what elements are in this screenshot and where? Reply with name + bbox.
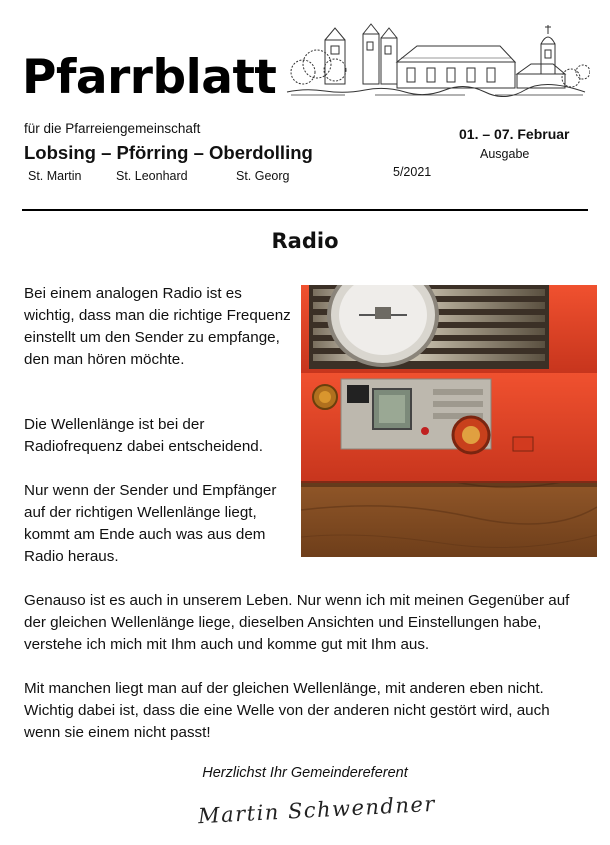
retro-radio-photo <box>301 285 597 557</box>
article-paragraph: Bei einem analogen Radio ist es wichtig, dass man die richtige Frequenz einstellt um den Sender zu empfange, den man hören möchte. <box>24 285 291 368</box>
header-divider <box>22 209 588 211</box>
masthead-subtitle: für die Pfarreiengemeinschaft <box>24 121 201 136</box>
saint-pfoerring: St. Leonhard <box>116 169 188 183</box>
saint-oberdolling: St. Georg <box>236 169 290 183</box>
article-paragraph: Nur wenn der Sender und Empfänger auf der richtigen Wellenlänge liegt, kommt am Ende auch was aus dem Radio heraus. <box>24 482 277 565</box>
issue-number: 5/2021 <box>393 165 432 179</box>
issue-dates: 01. – 07. Februar <box>459 126 570 142</box>
article-paragraph: Die Wellenlänge ist bei der Radiofrequenz dabei entscheidend. <box>24 416 263 455</box>
saint-lobsing: St. Martin <box>28 169 82 183</box>
article-paragraph: Genauso ist es auch in unserem Leben. Nur wenn ich mit meinen Gegenüber auf der gleichen Wellenlänge liege, dieselben Ansichten und Einstellungen habe, verstehe ich mich mit Ihm auch und komme gut mit Ihm aus. <box>24 592 570 653</box>
signature: Martin Schwendner <box>197 791 437 829</box>
article-headline: Radio <box>271 229 339 253</box>
article-paragraph: Mit manchen liegt man auf der gleichen Wellenlänge, mit anderen eben nicht. Wichtig dabei ist, dass die eine Welle von der anderen nicht gestört wird, auch wenn sie einem nicht passt! <box>24 680 550 741</box>
closing-greeting: Herzlichst Ihr Gemeindereferent <box>202 765 408 781</box>
masthead-title: Pfarrblatt <box>22 50 277 105</box>
parish-names: Lobsing – Pförring – Oberdolling <box>24 142 313 163</box>
edition-label: Ausgabe <box>480 147 530 161</box>
church-sketch-icon <box>285 22 590 97</box>
